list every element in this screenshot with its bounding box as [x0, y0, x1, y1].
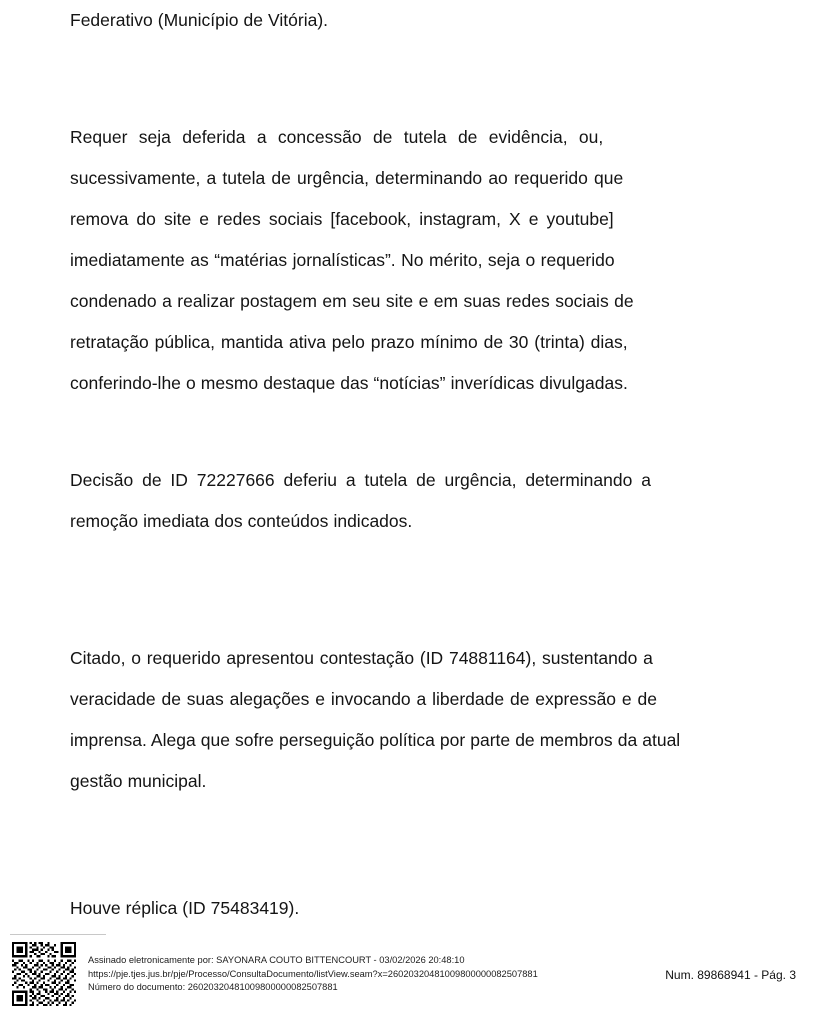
text-line: remova do site e redes sociais [facebook, instagram, X e youtube]	[70, 209, 614, 229]
document-body	[70, 0, 715, 929]
footer-document-number-line: Número do documento: 26020320481009800000082507881	[88, 982, 338, 992]
paragraph-gap	[70, 542, 715, 638]
paragraph-replica: Houve réplica (ID 75483419).	[70, 898, 300, 918]
qr-code-icon	[12, 942, 76, 1006]
paragraph-gap	[70, 802, 715, 888]
footer-divider	[10, 934, 106, 935]
text-line: conferindo-lhe o mesmo destaque das “notícias” inverídicas divulgadas.	[70, 373, 628, 393]
text-line: gestão municipal.	[70, 771, 207, 791]
footer-url-line: https://pje.tjes.jus.br/pje/Processo/ConsultaDocumento/listView.seam?x=26020320481009800000082507881	[88, 968, 538, 979]
paragraph-federativo: Federativo (Município de Vitória).	[70, 10, 329, 30]
paragraph-gap	[70, 404, 715, 460]
footer-signature-block	[88, 954, 538, 995]
text-line: imediatamente as “matérias jornalísticas”. No mérito, seja o requerido	[70, 250, 615, 270]
paragraph-decisao	[70, 460, 715, 542]
paragraph-requer	[70, 117, 715, 404]
text-line: Decisão de ID 72227666 deferiu a tutela de urgência, determinando a	[70, 470, 651, 490]
text-line: Requer seja deferida a concessão de tutela de evidência, ou,	[70, 127, 604, 147]
footer-page-marker: Num. 89868941 - Pág. 3	[665, 968, 796, 982]
text-line: veracidade de suas alegações e invocando a liberdade de expressão e de	[70, 689, 657, 709]
text-line: retratação pública, mantida ativa pelo prazo mínimo de 30 (trinta) dias,	[70, 332, 628, 352]
text-line: sucessivamente, a tutela de urgência, determinando ao requerido que	[70, 168, 624, 188]
paragraph-gap	[70, 41, 715, 117]
page-footer	[0, 934, 814, 1024]
text-line: imprensa. Alega que sofre perseguição política por parte de membros da atual	[70, 730, 681, 750]
text-line: condenado a realizar postagem em seu site e em suas redes sociais de	[70, 291, 634, 311]
text-line: Citado, o requerido apresentou contestação (ID 74881164), sustentando a	[70, 648, 653, 668]
paragraph-citado	[70, 638, 715, 802]
text-line: remoção imediata dos conteúdos indicados.	[70, 511, 413, 531]
footer-signature-line: Assinado eletronicamente por: SAYONARA COUTO BITTENCOURT - 03/02/2026 20:48:10	[88, 955, 465, 965]
